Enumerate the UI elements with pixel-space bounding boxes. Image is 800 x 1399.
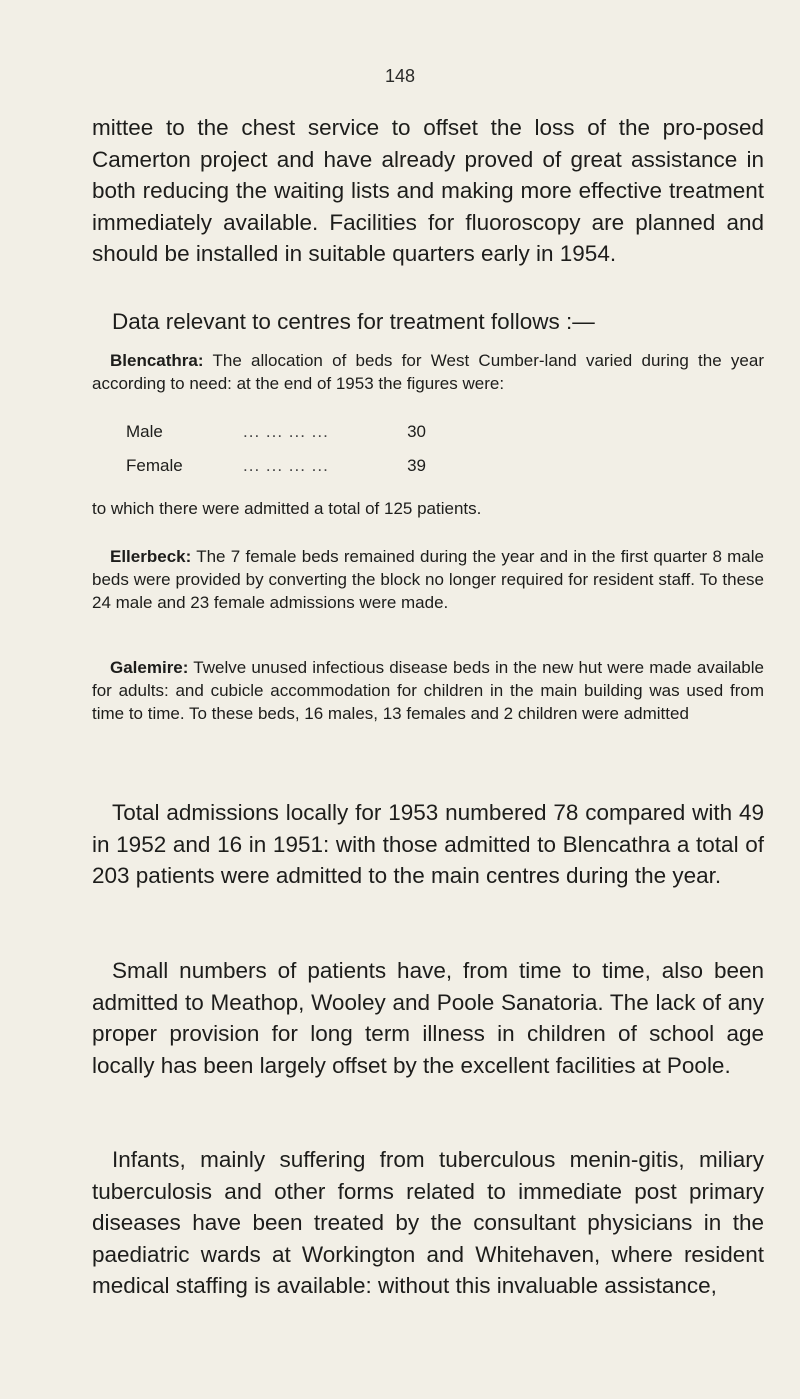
paragraph-blencathra: [92, 349, 764, 395]
beds-value: 30: [407, 422, 426, 441]
paragraph-blencathra-total: to which there were admitted a total of 125 patients.: [92, 499, 482, 518]
beds-value: 39: [407, 456, 426, 475]
blencathra-text: The allocation of beds for West Cumber-land varied during the year according to need: at the end of 1953 the figures were:: [92, 351, 764, 393]
beds-table: [126, 422, 426, 490]
beds-dots: ... ... ... ...: [243, 422, 329, 441]
paragraph-total-admissions: Total admissions locally for 1953 numbered 78 compared with 49 in 1952 and 16 in 1951: with those admitted to Blencathra a total of 203 patients were admitted to the main centres during the year.: [92, 800, 764, 888]
beds-label: Male: [126, 422, 163, 441]
page-number: 148: [384, 66, 416, 86]
ellerbeck-text: The 7 female beds remained during the year and in the first quarter 8 male beds were provided by converting the block no longer required for resident staff. To these 24 male and 23 female admissions were made.: [92, 547, 764, 612]
paragraph-data-intro: Data relevant to centres for treatment follows :—: [112, 309, 595, 334]
beds-row-female: [126, 456, 426, 490]
beds-dots: ... ... ... ...: [243, 456, 329, 475]
blencathra-heading: Blencathra:: [110, 351, 204, 370]
paragraph-chest-service: mittee to the chest service to offset the loss of the pro-posed Camerton project and have already proved of great assistance in both reducing the waiting lists and making more effective treatment immediately available. Facilities for fluoroscopy are planned and should be installed in suitable quarters early in 1954.: [92, 115, 764, 266]
galemire-text: Twelve unused infectious disease beds in the new hut were made available for adults: and cubicle accommodation for children in the main building was used from time to time. To these beds, 16 males, 13 females and 2 children were admitted: [92, 658, 764, 723]
beds-label: Female: [126, 456, 183, 475]
beds-row-male: [126, 422, 426, 456]
ellerbeck-heading: Ellerbeck:: [110, 547, 192, 566]
paragraph-ellerbeck: [92, 545, 764, 614]
paragraph-other-sanatoria: Small numbers of patients have, from time to time, also been admitted to Meathop, Wooley and Poole Sanatoria. The lack of any proper provision for long term illness in children of school age locally has been largely offset by the excellent facilities at Poole.: [92, 958, 764, 1078]
paragraph-galemire: [92, 656, 764, 725]
galemire-heading: Galemire:: [110, 658, 189, 677]
paragraph-infants: Infants, mainly suffering from tuberculous menin-gitis, miliary tuberculosis and other forms related to immediate post primary diseases have been treated by the consultant physicians in the paediatric wards at Workington and Whitehaven, where resident medical staffing is available: without this invaluable assistance,: [92, 1147, 764, 1298]
